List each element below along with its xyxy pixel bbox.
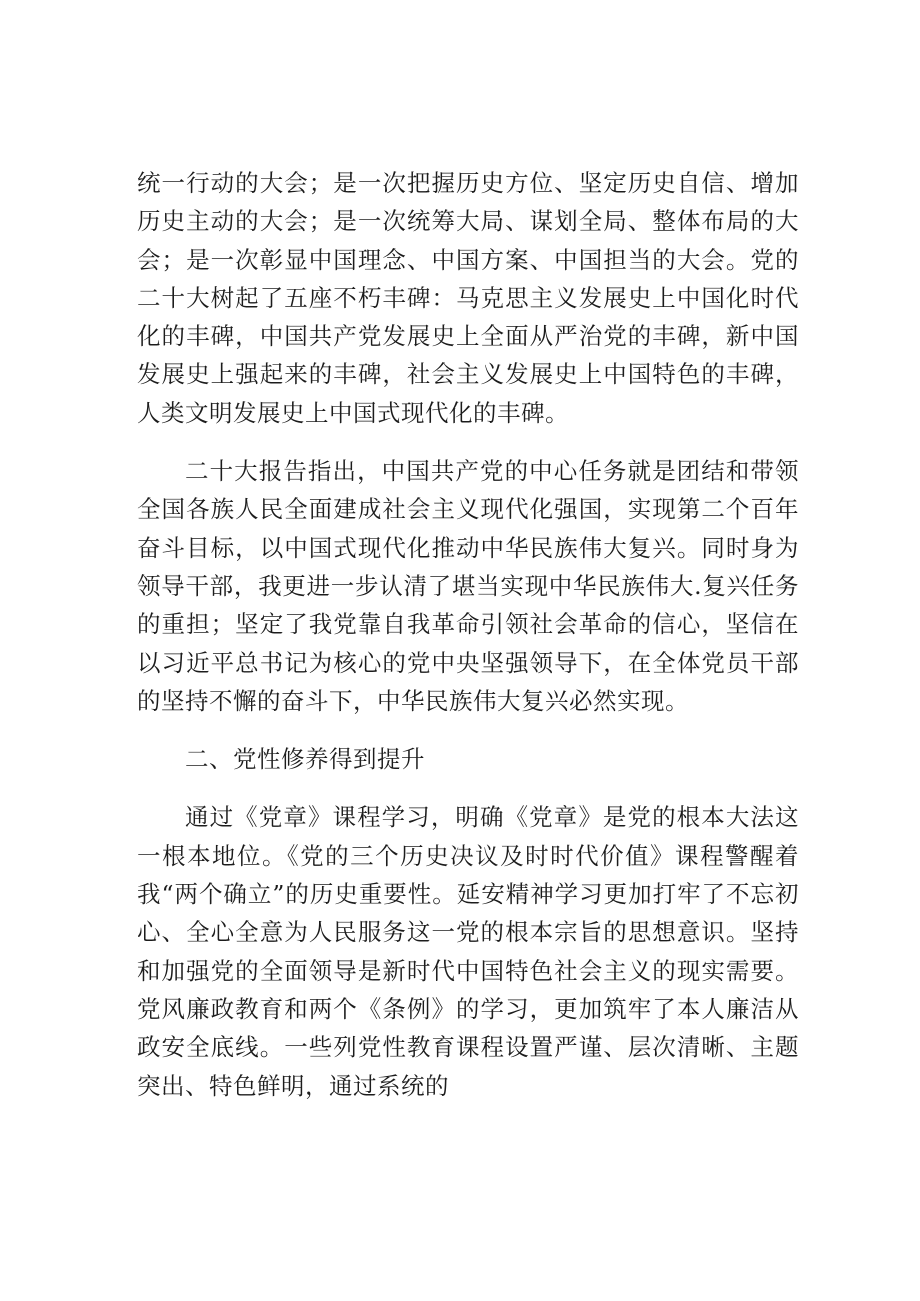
section-heading: 二、党性修养得到提升 [185, 745, 425, 774]
paragraph-continuation: 统一行动的大会；是一次把握历史方位、坚定历史自信、增加历史主动的大会；是一次统筹大局、谋划全局、整体布局的大会；是一次彰显中国理念、中国方案、中国担当的大会。党的二十大树起了五座不朽丰碑：马克思主义发展史上中国化时代化的丰碑，中国共产党发展史上全面从严治党的丰碑，新中国发展史上强起来的丰碑，社会主义发展史上中国特色的丰碑，人类文明发展史上中国式现代化的丰碑。 [137, 169, 799, 427]
document-body [137, 164, 799, 1105]
paragraph-report: 二十大报告指出，中国共产党的中心任务就是团结和带领全国各族人民全面建成社会主义现代化强国，实现第二个百年奋斗目标，以中国式现代化推动中华民族伟大复兴。同时身为领导干部，我更进一步认清了堪当实现中华民族伟大.复兴任务的重担；坚定了我党靠自我革命引领社会革命的信心，坚信在以习近平总书记为核心的党中央坚强领导下，在全体党员干部的坚持不懈的奋斗下，中华民族伟大复兴必然实现。 [137, 457, 799, 715]
paragraph-party-spirit: 通过《党章》课程学习，明确《党章》是党的根本大法这一根本地位。《党的三个历史决议及时时代价值》课程警醒着我“两个确立”的历史重要性。延安精神学习更加打牢了不忘初心、全心全意为人民服务这一党的根本宗旨的思想意识。坚持和加强党的全面领导是新时代中国特色社会主义的现实需要。党风廉政教育和两个《条例》的学习，更加筑牢了本人廉洁从政安全底线。一些列党性教育课程设置严谨、层次清晰、主题突出、特色鲜明，通过系统的 [137, 803, 799, 1100]
